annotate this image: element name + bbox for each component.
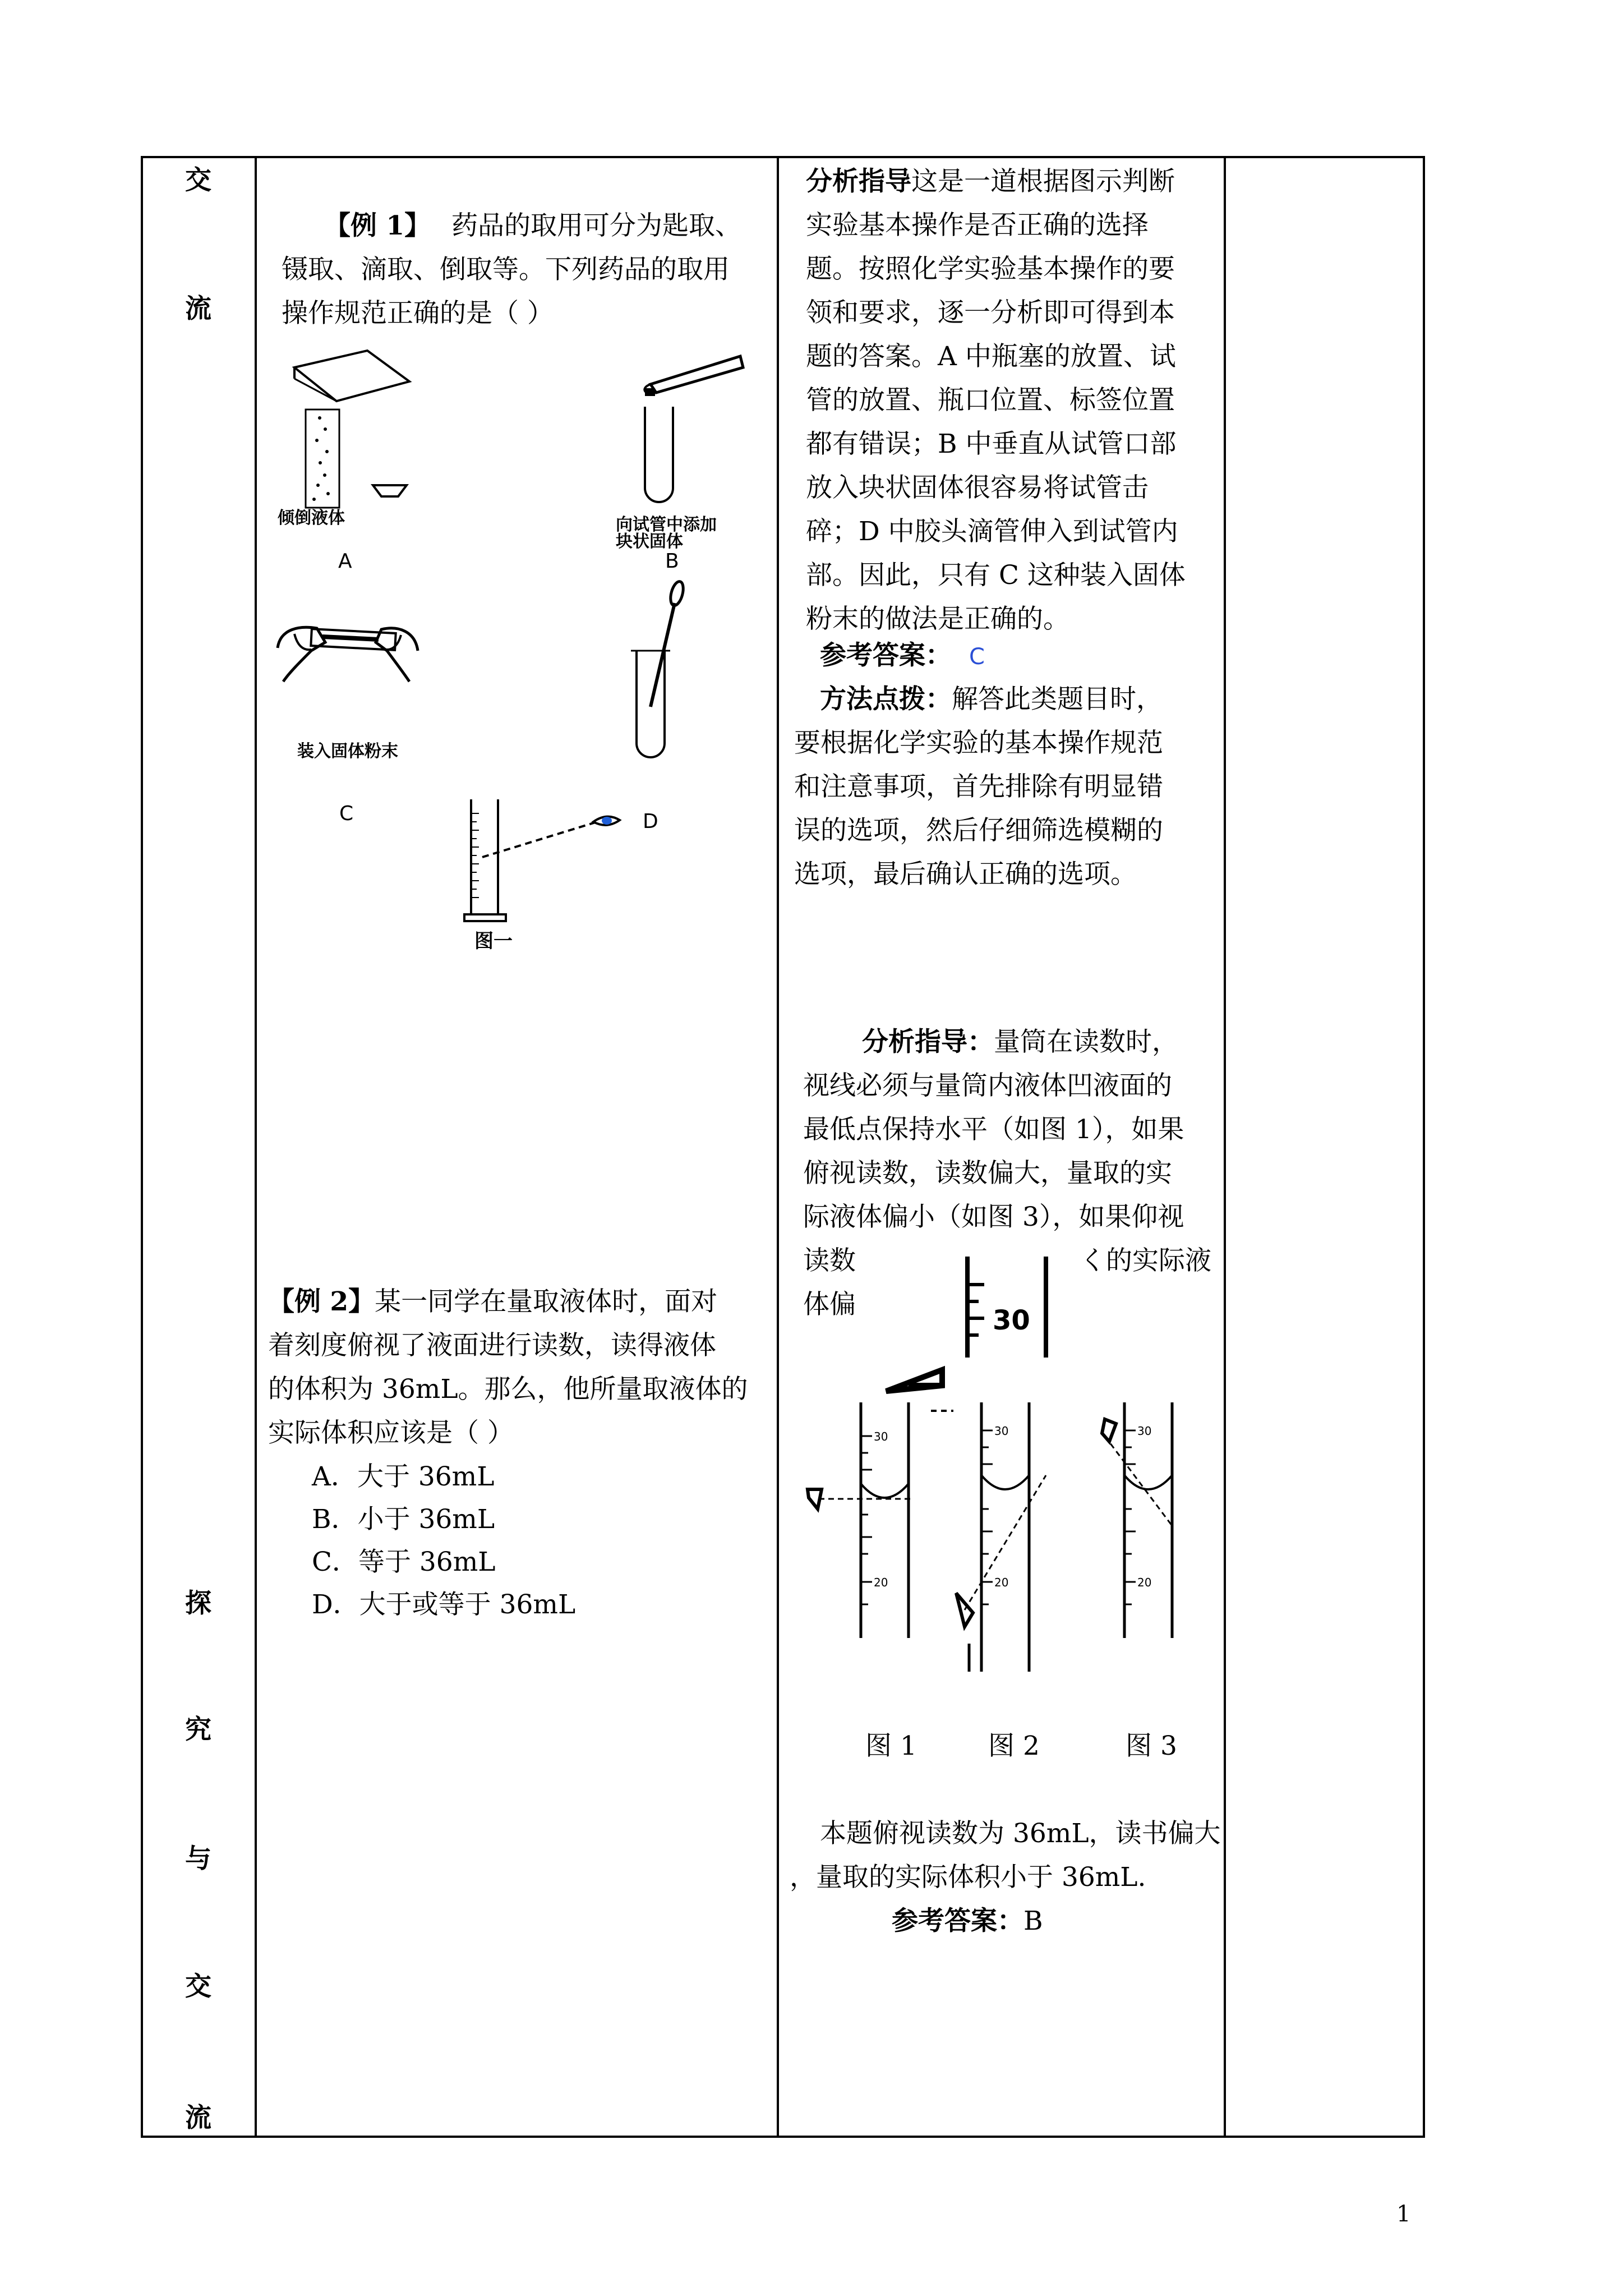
analysis2-line: く的实际液 [1080,1245,1211,1276]
enlarged-scale-label: 30 [993,1305,1030,1336]
figure-c-caption: 装入固体粉末 [297,742,398,761]
analysis1-method-first: 方法点拨：解答此类题目时， [820,684,1163,715]
analysis2-line: 最低点保持水平（如图 1），如果 [803,1114,1184,1145]
scale-label-20: 20 [874,1576,888,1589]
analysis1-first-line: 分析指导这是一道根据图示判断 [806,166,1175,197]
figure-caption-2: 图 2 [988,1731,1040,1761]
scale-label-20: 20 [1137,1576,1152,1589]
example1-line: 镊取、滴取、倒取等。下列药品的取用 [282,254,730,285]
analysis1-answer [820,634,985,679]
analysis1-heading: 分析指导 [806,166,911,197]
analysis1-line: 题。按照化学实验基本操作的要 [806,254,1175,284]
answer-value: B [1023,1906,1043,1936]
answer-label: 参考答案： [820,640,952,671]
analysis1-method-line: 要根据化学实验的基本操作规范 [794,728,1163,758]
analysis2-line: 体偏 [803,1289,856,1320]
example2-option-b: B．小于 36mL [312,1504,495,1535]
analysis1-method-line: 选项，最后确认正确的选项。 [794,859,1137,890]
example1-line: 【例 1】 药品的取用可分为匙取、 [324,210,742,241]
sidebar-char: 流 [185,293,211,324]
figure-1-caption: 图一 [474,930,513,953]
analysis2-line: 读数 [803,1245,856,1276]
analysis1-line: 部。因此，只有 C 这种装入固体 [806,560,1186,591]
analysis1-line: 粉末的做法是正确的。 [806,604,1069,634]
example1-line: 操作规范正确的是（ ） [282,298,554,329]
analysis1-line: 碎；D 中胶头滴管伸入到试管内 [806,516,1178,547]
figure-b-letter: B [665,550,679,573]
example2-first-line: 【例 2】某一同学在量取液体时，面对 [268,1286,718,1317]
figure-a-caption: 倾倒液体 [278,508,345,528]
example1-label: 【例 1】 [324,210,431,241]
analysis2-conclusion: 本题俯视读数为 36mL，读书偏大 [820,1818,1221,1849]
figure-b-caption-1: 向试管中添加 [616,515,717,535]
figure-d-cylinder-reading [460,791,645,937]
cylinder-reading-figures [802,1391,1206,1683]
figure-3-look-down [1102,1402,1172,1638]
figure-b-caption-2: 块状固体 [616,532,683,551]
figure-c-loading-powder [272,611,423,690]
example2-line: 着刻度俯视了液面进行读数，读得液体 [268,1330,716,1361]
analysis2-line: 视线必须与量筒内液体凹液面的 [803,1070,1172,1101]
sidebar-char: 交 [185,165,211,196]
analysis2-heading: 分析指导： [862,1027,994,1057]
analysis2-line: 际液体偏小（如图 3），如果仰视 [803,1202,1184,1232]
figure-d-letter: D [643,810,658,833]
sidebar-char: 究 [185,1714,211,1745]
analysis1-line: 管的放置、瓶口位置、标签位置 [806,385,1175,416]
analysis2-answer [892,1899,1043,1943]
analysis1-line: 都有错误；B 中垂直从试管口部 [806,429,1177,459]
example2-option-c: C．等于 36mL [312,1547,496,1577]
analysis1-line: 放入块状固体很容易将试管击 [806,472,1149,503]
analysis2-first-line: 分析指导：量筒在读数时， [862,1027,1178,1057]
figure-a-pouring-liquid [283,345,418,530]
figure-caption-3: 图 3 [1126,1731,1177,1761]
method-label: 方法点拨： [820,684,952,715]
figure-caption-1: 图 1 [865,1731,917,1761]
figure-c-letter: C [339,802,354,825]
figure-a-letter: A [338,550,352,573]
example2-line: 实际体积应该是（ ） [268,1418,514,1448]
analysis1-line: 题的答案。A 中瓶塞的放置、试 [806,341,1176,372]
analysis1-line: 领和要求，逐一分析即可得到本 [806,297,1175,328]
example2-option-d: D．大于或等于 36mL [312,1589,576,1620]
figure-1-level [808,1402,914,1638]
analysis1-method-line: 误的选项，然后仔细筛选模糊的 [794,815,1163,846]
page-number: 1 [1396,2201,1411,2227]
analysis1-method-line: 和注意事项，首先排除有明显错 [794,771,1163,802]
answer-value: C [969,644,985,670]
scale-label-30: 30 [874,1430,888,1443]
figure-b-adding-solid [628,353,751,505]
example2-option-a: A．大于 36mL [312,1461,495,1492]
sidebar-char: 流 [185,2102,211,2133]
sidebar-char: 与 [185,1843,211,1874]
scale-label-20: 20 [994,1576,1009,1589]
analysis2-conclusion: ，量取的实际体积小于 36mL. [790,1862,1146,1893]
answer-label: 参考答案： [892,1906,1023,1936]
example2-line: 的体积为 36mL。那么，他所量取液体的 [268,1374,748,1405]
analysis2-line: 俯视读数，读数偏大，量取的实 [803,1158,1172,1189]
figure-dropper-in-tube [625,578,693,763]
scale-label-30: 30 [994,1424,1009,1438]
sidebar-char: 探 [185,1588,211,1619]
example2-label: 【例 2】 [268,1286,375,1317]
sidebar-char: 交 [185,1971,211,2002]
scale-label-30: 30 [1137,1424,1152,1438]
analysis1-line: 实验基本操作是否正确的选择 [806,210,1149,241]
figure-2-look-up [956,1402,1046,1672]
